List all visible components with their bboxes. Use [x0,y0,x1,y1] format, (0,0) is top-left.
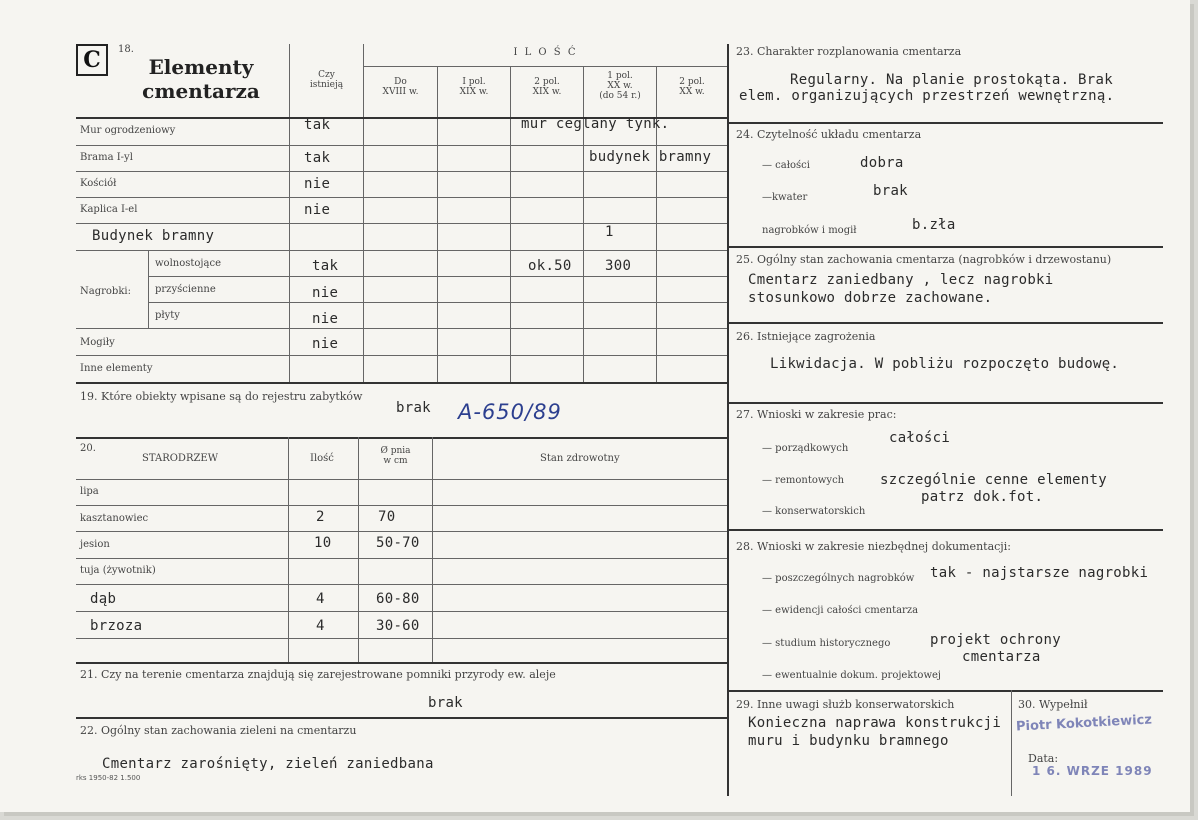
s24-hline [727,246,1163,248]
s18-col-czy: Czy istnieją [309,70,344,90]
s25-hline [727,322,1163,324]
s18-vline-label [289,44,290,382]
s28-studium-value1: projekt ochrony [930,632,1061,648]
s27-hline [727,529,1163,531]
brama-note: budynek bramny [589,149,712,165]
tree-count-kasztanowiec: 2 [316,509,325,525]
s21-label: 21. Czy na terenie cmentarza znajdują się zarejestrowane pomniki przyrody ew. aleje [80,668,556,681]
s18-vline-nagrobki [148,250,149,328]
s30-vline [1011,690,1012,796]
s18-number: 18. [118,44,134,55]
row-label-plyty: płyty [155,310,180,321]
s18-ilosc-header: I L O Ś Ć [513,47,578,58]
tree-diam-jesion: 50-70 [376,535,420,551]
section-c-box: C [76,44,108,76]
s18-hline [76,145,727,146]
s20-hline-top [76,437,727,439]
s20-col-diam: Ø pnia w cm [380,446,411,466]
exists-mogily: nie [312,336,339,352]
s24-kwater-value: brak [873,183,908,199]
wolnostojace-1xx: 300 [605,258,632,274]
s25-line2: stosunkowo dobrze zachowane. [748,290,993,306]
s21-value: brak [428,695,463,711]
row-label-wolnostojace: wolnostojące [155,258,221,269]
s23-line2: elem. organizujących przestrzeń wewnętrzną. [739,88,1115,104]
budynek-count: 1 [605,224,614,240]
s27-konserwatorskich: — konserwatorskich [762,506,866,517]
s18-col-2xix: 2 pol. XIX w. [532,77,562,97]
wolnostojace-2xix: ok.50 [528,258,572,274]
s26-hline [727,402,1163,404]
exists-kosciol: nie [304,176,331,192]
s18-vline-c2 [510,66,511,382]
tree-name-brzoza: brzoza [90,618,143,634]
s20-hline [76,584,727,585]
exists-mur: tak [304,117,331,133]
s30-date-label: Data: [1028,752,1059,765]
s18-col-1xx: 1 pol. XX w. (do 54 r.) [599,71,641,101]
tree-diam-kasztanowiec: 70 [378,509,396,525]
s18-vline-c4 [656,66,657,382]
s27-remontowych-value1: szczególnie cenne elementy [880,472,1107,488]
s20-hline [76,638,727,639]
s18-hline [76,328,727,329]
s28-hline [727,690,1163,692]
s23-label: 23. Charakter rozplanowania cmentarza [736,45,962,58]
tree-diam-brzoza: 30-60 [376,618,420,634]
mur-material: mur ceglany tynk. [521,116,670,132]
s24-nagrobkow: nagrobków i mogił [762,225,857,236]
s18-hline [76,197,727,198]
s24-label: 24. Czytelność układu cmentarza [736,128,922,141]
s29-line2: muru i budynku bramnego [748,733,949,749]
s24-calosci: — całości [762,160,810,171]
exists-przyscienne: nie [312,285,339,301]
date-stamp: 1 6. WRZE 1989 [1032,764,1153,778]
s19-label: 19. Które obiekty wpisane są do rejestru zabytków [80,390,363,403]
s20-hline [76,611,727,612]
s18-hline [76,223,727,224]
row-label-kaplica: Kaplica I-el [80,204,138,215]
tree-count-dab: 4 [316,591,325,607]
s30-label: 30. Wypełnił [1018,698,1088,711]
s20-number: 20. [80,443,96,454]
s18-vline-c1 [437,66,438,382]
tree-name-dab: dąb [90,591,117,607]
exists-kaplica: nie [304,202,331,218]
s28-studium-value2: cmentarza [962,649,1041,665]
s20-vline [288,437,289,662]
row-label-mogily: Mogiły [80,337,115,348]
s18-hline [148,276,727,277]
s28-nagrobkow: — poszczególnych nagrobków [762,573,915,584]
s18-hline [76,250,727,251]
tree-name-tuja: tuja (żywotnik) [80,565,156,576]
exists-brama: tak [304,150,331,166]
s29-label: 29. Inne uwagi służb konserwatorskich [736,698,955,711]
s28-label: 28. Wnioski w zakresie niezbędnej dokumentacji: [736,540,1011,553]
s27-porzadkowych: — porządkowych [762,443,849,454]
tree-name-lipa: lipa [80,486,99,497]
s18-hline-ilosc [363,66,727,67]
row-label-mur: Mur ogrodzeniowy [80,125,176,136]
s28-studium: — studium historycznego [762,638,891,649]
s21-hline-bottom [76,717,727,719]
tree-name-jesion: jesion [80,539,110,550]
s22-label: 22. Ogólny stan zachowania zieleni na cmentarzu [80,724,357,737]
tree-count-brzoza: 4 [316,618,325,634]
exists-plyty: nie [312,311,339,327]
row-label-brama: Brama I-yl [80,152,133,163]
exists-wolnostojace: tak [312,258,339,274]
s20-hline [76,531,727,532]
s18-title-line2: cmentarza [142,79,260,103]
row-label-przyscienne: przyścienne [155,284,216,295]
s18-col-xviii: Do XVIII w. [382,77,419,97]
row-label-nagrobki: Nagrobki: [80,286,131,297]
s20-vline [432,437,433,662]
filled-by-stamp: Piotr Kokotkiewicz [1015,712,1153,735]
s29-line1: Konieczna naprawa konstrukcji [748,715,1002,731]
s18-col-1xix: I pol. XIX w. [459,77,489,97]
s18-col-2xx: 2 pol. XX w. [679,77,705,97]
s22-value: Cmentarz zarośnięty, zieleń zaniedbana [102,756,434,772]
s28-ewidencji: — ewidencji całości cmentarza [762,605,919,616]
s18-hline [148,302,727,303]
s27-porzadkowych-value: całości [889,430,951,446]
s26-value: Likwidacja. W pobliżu rozpoczęto budowę. [770,356,1120,372]
s28-projektowej: — ewentualnie dokum. projektowej [762,670,942,681]
s24-calosci-value: dobra [860,155,904,171]
row-label-budynek: Budynek bramny [92,228,215,244]
s27-label: 27. Wnioski w zakresie prac: [736,408,897,421]
s18-hline-bottom [76,382,727,384]
s20-col-name: STARODRZEW [142,453,218,464]
row-label-kosciol: Kościół [80,178,117,189]
s28-nagrobkow-value: tak - najstarsze nagrobki [930,565,1149,581]
s20-col-health: Stan zdrowotny [540,453,620,464]
s19-register-number: A-650/89 [458,400,562,424]
s18-hline [76,171,727,172]
s26-label: 26. Istniejące zagrożenia [736,330,876,343]
s18-vline-c3 [583,66,584,382]
s20-col-count: Ilość [310,453,334,464]
s18-title-line1: Elementy [148,55,254,79]
tree-name-kasztanowiec: kasztanowiec [80,513,149,524]
s20-hline [76,479,727,480]
s25-line1: Cmentarz zaniedbany , lecz nagrobki [748,272,1054,288]
column-divider [727,44,729,796]
s20-hline [76,505,727,506]
s18-hline [76,355,727,356]
s27-remontowych-value2: patrz dok.fot. [921,489,1044,505]
s24-nagrobkow-value: b.zła [912,217,956,233]
s20-hline [76,558,727,559]
s23-hline [727,122,1163,124]
footer-code: rks 1950-82 1.500 [76,774,141,782]
row-label-inne: Inne elementy [80,363,153,374]
s27-remontowych: — remontowych [762,475,845,486]
s20-vline [358,437,359,662]
tree-count-jesion: 10 [314,535,332,551]
s23-line1: Regularny. Na planie prostokąta. Brak [790,72,1113,88]
s20-hline-bottom [76,662,727,664]
s19-value: brak [396,400,431,416]
s25-label: 25. Ogólny stan zachowania cmentarza (nagrobków i drzewostanu) [736,253,1112,266]
tree-diam-dab: 60-80 [376,591,420,607]
s24-kwater: —kwater [762,192,808,203]
